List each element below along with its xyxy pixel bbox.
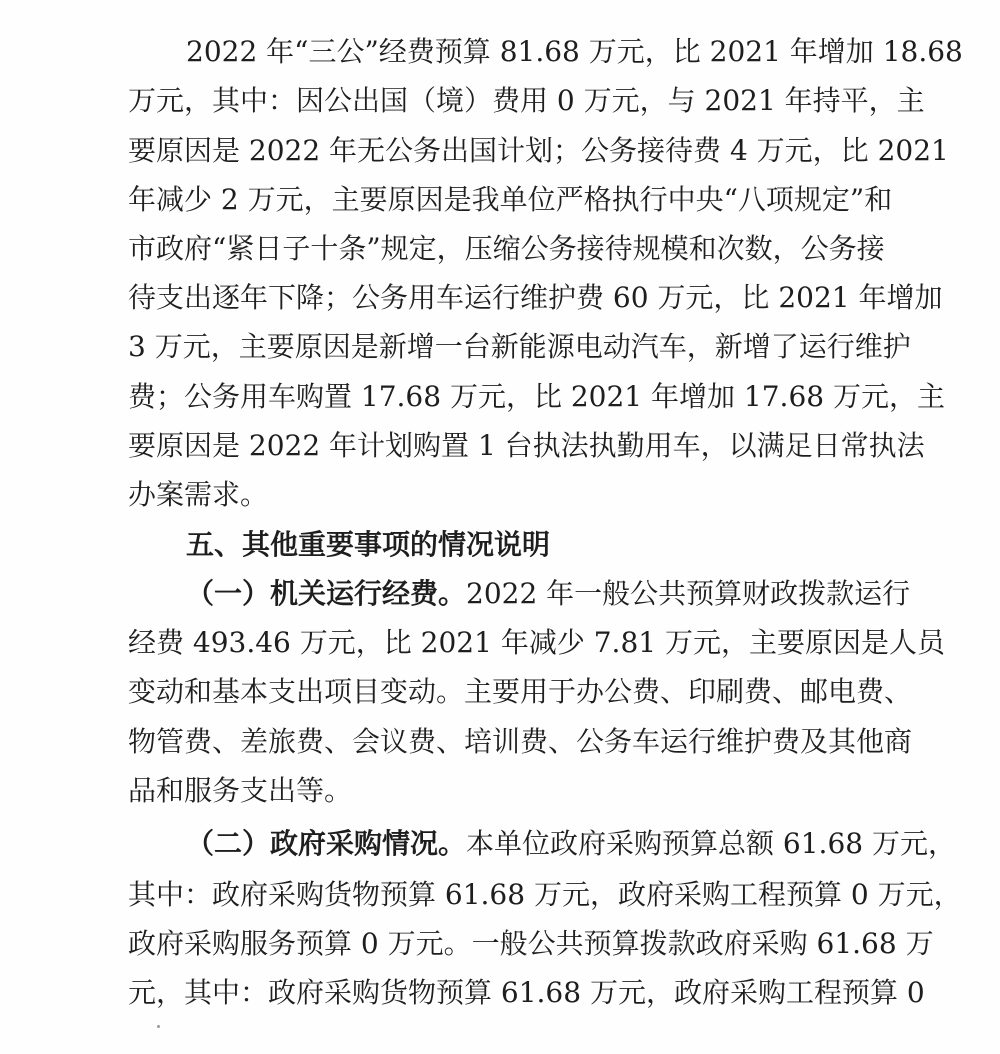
paragraph-line: 其中：政府采购货物预算 61.68 万元，政府采购工程预算 0 万元， [128,878,962,911]
section-heading: 五、其他重要事项的情况说明 [186,528,551,561]
paragraph-line: 年减少 2 万元，主要原因是我单位严格执行中央“八项规定”和 [128,183,893,216]
paragraph-line: 品和服务支出等。 [128,774,353,807]
paragraph-line: 费；公务用车购置 17.68 万元，比 2021 年增加 17.68 万元，主 [128,380,945,413]
scan-speck [157,1025,160,1028]
item-1-first-line [186,574,911,614]
paragraph-line: 政府采购服务预算 0 万元。一般公共预算拨款政府采购 61.68 万 [128,927,934,960]
paragraph-line: 要原因是 2022 年无公务出国计划；公务接待费 4 万元，比 2021 [128,134,949,167]
item-2-first-line [186,824,956,864]
item-1-text: 2022 年一般公共预算财政拨款运行 [466,577,911,610]
paragraph-line: 物管费、差旅费、会议费、培训费、公务车运行维护费及其他商 [128,725,913,758]
paragraph-line: 元，其中：政府采购货物预算 61.68 万元，政府采购工程预算 0 [128,976,925,1009]
paragraph-line: 万元，其中：因公出国（境）费用 0 万元，与 2021 年持平，主 [128,84,925,117]
paragraph-line: 2022 年“三公”经费预算 81.68 万元，比 2021 年增加 18.68 [186,35,963,68]
item-2-lead: （二）政府采购情况。 [186,827,467,860]
paragraph-line: 办案需求。 [128,478,269,511]
item-2-text: 本单位政府采购预算总额 61.68 万元， [466,827,956,860]
paragraph-line: 变动和基本支出项目变动。主要用于办公费、印刷费、邮电费、 [128,675,913,708]
paragraph-line: 市政府“紧日子十条”规定，压缩公务接待规模和次数，公务接 [128,232,885,265]
item-1-lead: （一）机关运行经费。 [186,577,467,610]
paragraph-line: 经费 493.46 万元，比 2021 年减少 7.81 万元，主要原因是人员 [128,626,945,659]
paragraph-line: 要原因是 2022 年计划购置 1 台执法执勤用车，以满足日常执法 [128,429,925,462]
paragraph-line: 待支出逐年下降；公务用车运行维护费 60 万元，比 2021 年增加 [128,281,943,314]
paragraph-line: 3 万元，主要原因是新增一台新能源电动汽车，新增了运行维护 [128,330,911,363]
